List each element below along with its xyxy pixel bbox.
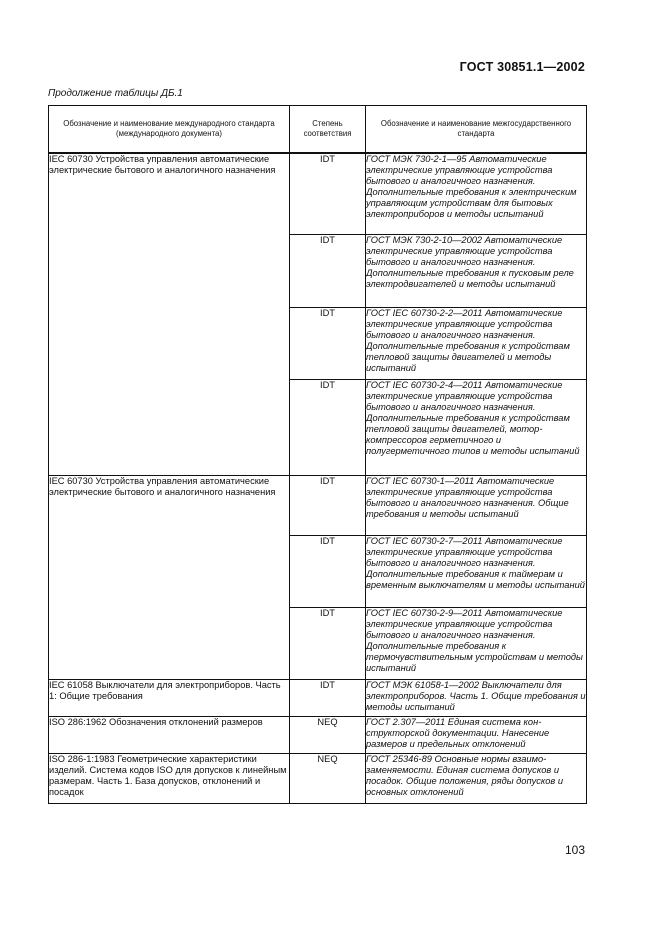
- degree-cell: IDT: [290, 680, 366, 717]
- table-row: [49, 680, 587, 717]
- table-row: [49, 754, 587, 804]
- degree-cell: IDT: [290, 536, 366, 608]
- interstate-standard-cell: ГОСТ МЭК 730-2-1—95 Автоматические электрические управляющие устройства бытового и аналогичного назначения. Дополнительные требования к электрическим управляющим устройствам для бытовых электроприборов и методы испытаний: [366, 154, 587, 235]
- standards-table: [48, 105, 587, 804]
- degree-cell: NEQ: [290, 717, 366, 754]
- page-number: 103: [564, 843, 585, 857]
- table-row: [49, 717, 587, 754]
- interstate-standard-cell: ГОСТ IEC 60730-2-9—2011 Автоматические электрические управляющие устройства бытового и аналогичного назначения. Дополнительные требования к термочувствительным устройствам и методы испытаний: [366, 608, 587, 680]
- column-header-degree: Степень соответствия: [290, 106, 366, 153]
- document-code: ГОСТ 30851.1—2002: [459, 60, 585, 74]
- interstate-standard-cell: ГОСТ 2.307—2011 Единая система конструкторской документации. Нанесение размеров и предельных отклонений: [366, 717, 587, 754]
- degree-cell: IDT: [290, 476, 366, 536]
- degree-cell: NEQ: [290, 754, 366, 804]
- degree-cell: IDT: [290, 235, 366, 308]
- degree-cell: IDT: [290, 154, 366, 235]
- international-standard-cell: IEC 60730 Устройства управления автоматические электрические бытового и аналогичного назначения: [49, 154, 290, 476]
- interstate-standard-cell: ГОСТ МЭК 61058-1—2002 Выключатели для электроприборов. Часть 1. Общие требования и методы испытаний: [366, 680, 587, 717]
- table-row: [49, 476, 587, 536]
- table-header-row: [49, 106, 587, 153]
- interstate-standard-cell: ГОСТ IEC 60730-2-7—2011 Автоматические электрические управляющие устройства бытового и аналогичного назначения. Дополнительные требования к таймерам и временным выключателям и методы испытаний: [366, 536, 587, 608]
- international-standard-cell: IEC 60730 Устройства управления автоматические электрические бытового и аналогичного назначения: [49, 476, 290, 680]
- degree-cell: IDT: [290, 608, 366, 680]
- interstate-standard-cell: ГОСТ МЭК 730-2-10—2002 Автоматические электрические управляющие устройства бытового и аналогичного назначения. Дополнительные требования к пусковым реле электродвигателей и методы испытаний: [366, 235, 587, 308]
- interstate-standard-cell: ГОСТ IEC 60730-2-4—2011 Автоматические электрические управляющие устройства бытового и аналогичного назначения. Дополнительные требования к устройствам тепловой защиты двигателей, мотор-компрессоров герметичного и полугерметичного типов и методы испытаний: [366, 380, 587, 476]
- degree-cell: IDT: [290, 308, 366, 380]
- degree-cell: IDT: [290, 380, 366, 476]
- interstate-standard-cell: ГОСТ IEC 60730-1—2011 Автоматические электрические управляющие устройства бытового и аналогичного назначения. Общие требования и методы испытаний: [366, 476, 587, 536]
- interstate-standard-cell: ГОСТ 25346-89 Основные нормы взаимозаменяемости. Единая система допусков и посадок. Общие положения, ряды допусков и основных отклонений: [366, 754, 587, 804]
- table-caption: Продолжение таблицы ДБ.1: [48, 88, 183, 99]
- international-standard-cell: IEC 61058 Выключатели для электроприборов. Часть 1: Общие требования: [49, 680, 290, 717]
- interstate-standard-cell: ГОСТ IEC 60730-2-2—2011 Автоматические электрические управляющие устройства бытового и аналогичного назначения. Дополнительные требования к устройствам тепловой защиты двигателей и методы испытаний: [366, 308, 587, 380]
- table-row: [49, 154, 587, 235]
- column-header-international: Обозначение и наименование международного стандарта (международного документа): [49, 106, 290, 153]
- international-standard-cell: ISO 286:1962 Обозначения отклонений размеров: [49, 717, 290, 754]
- column-header-interstate: Обозначение и наименование межгосударственного стандарта: [366, 106, 587, 153]
- international-standard-cell: ISO 286-1:1983 Геометрические характеристики изделий. Система кодов ISO для допусков к линейным размерам. Часть 1. База допусков, отклонений и посадок: [49, 754, 290, 804]
